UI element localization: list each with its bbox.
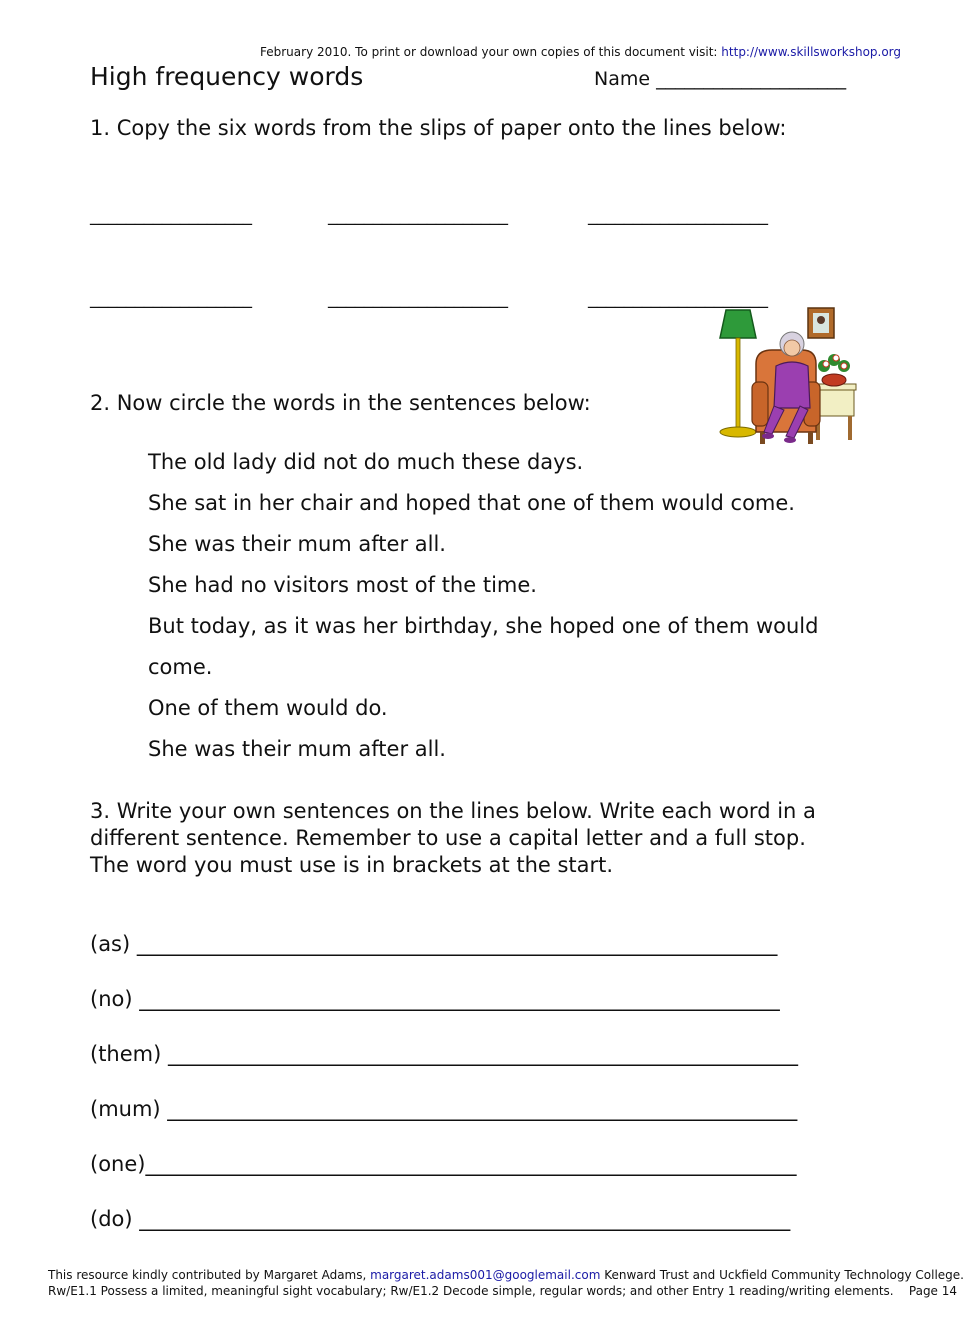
copy-line: __________________ [90,205,252,226]
skillsworkshop-link[interactable]: http://www.skillsworkshop.org [721,45,902,59]
sentence: One of them would do. [148,696,388,720]
question-3-prompt: 3. Write your own sentences on the lines below. Write each word in a different sentence. Remember to use a capital letter and a full stop. The word you must use is in brackets at the start. [90,799,816,877]
write-lines [90,932,798,1262]
write-line-them: (them) ____________________________________________________________ [90,1042,798,1066]
footer-curriculum-text: Rw/E1.1 Possess a limited, meaningful sight vocabulary; Rw/E1.2 Decode simple, regular words; and other Entry 1 reading/writing elements. [48,1284,894,1298]
sentence: She had no visitors most of the time. [148,573,537,597]
sentence: She sat in her chair and hoped that one of them would come. [148,491,795,515]
copy-line: ____________________ [328,288,508,309]
footer-credit-org: Kenward Trust and Uckfield Community Technology College. [600,1268,964,1282]
copy-line: ____________________ [588,288,768,309]
copy-line: __________________ [90,288,252,309]
copy-line: ____________________ [588,205,768,226]
copy-line: ____________________ [328,205,508,226]
write-line-one: (one)______________________________________________________________ [90,1152,797,1176]
write-line-do: (do) ______________________________________________________________ [90,1207,791,1231]
footer-credit-text: This resource kindly contributed by Margaret Adams, [48,1268,371,1282]
page-title: High frequency words [90,62,364,91]
footer-credit [48,1268,964,1282]
sentence: But today, as it was her birthday, she hoped one of them would [148,614,819,638]
write-line-mum: (mum) ____________________________________________________________ [90,1097,798,1121]
write-line-no: (no) _____________________________________________________________ [90,987,780,1011]
sentence: She was their mum after all. [148,737,446,761]
sentence: She was their mum after all. [148,532,446,556]
sentence: The old lady did not do much these days. [148,450,584,474]
header-note-text: February 2010. To print or download your own copies of this document visit: [260,45,722,59]
question-2-prompt: 2. Now circle the words in the sentences below: [90,391,591,415]
write-line-as: (as) _____________________________________________________________ [90,932,778,956]
contributor-email-link[interactable]: margaret.adams001@googlemail.com [370,1268,601,1282]
old-lady-armchair-illustration [712,304,862,454]
question-1-prompt: 1. Copy the six words from the slips of paper onto the lines below: [90,116,787,140]
sentence: come. [148,655,213,679]
page-number: Page 14 [908,1284,958,1298]
sentence-list [148,442,848,770]
header-note [260,45,901,59]
name-field-label: Name ____________________ [594,68,847,90]
footer-curriculum [48,1284,957,1298]
